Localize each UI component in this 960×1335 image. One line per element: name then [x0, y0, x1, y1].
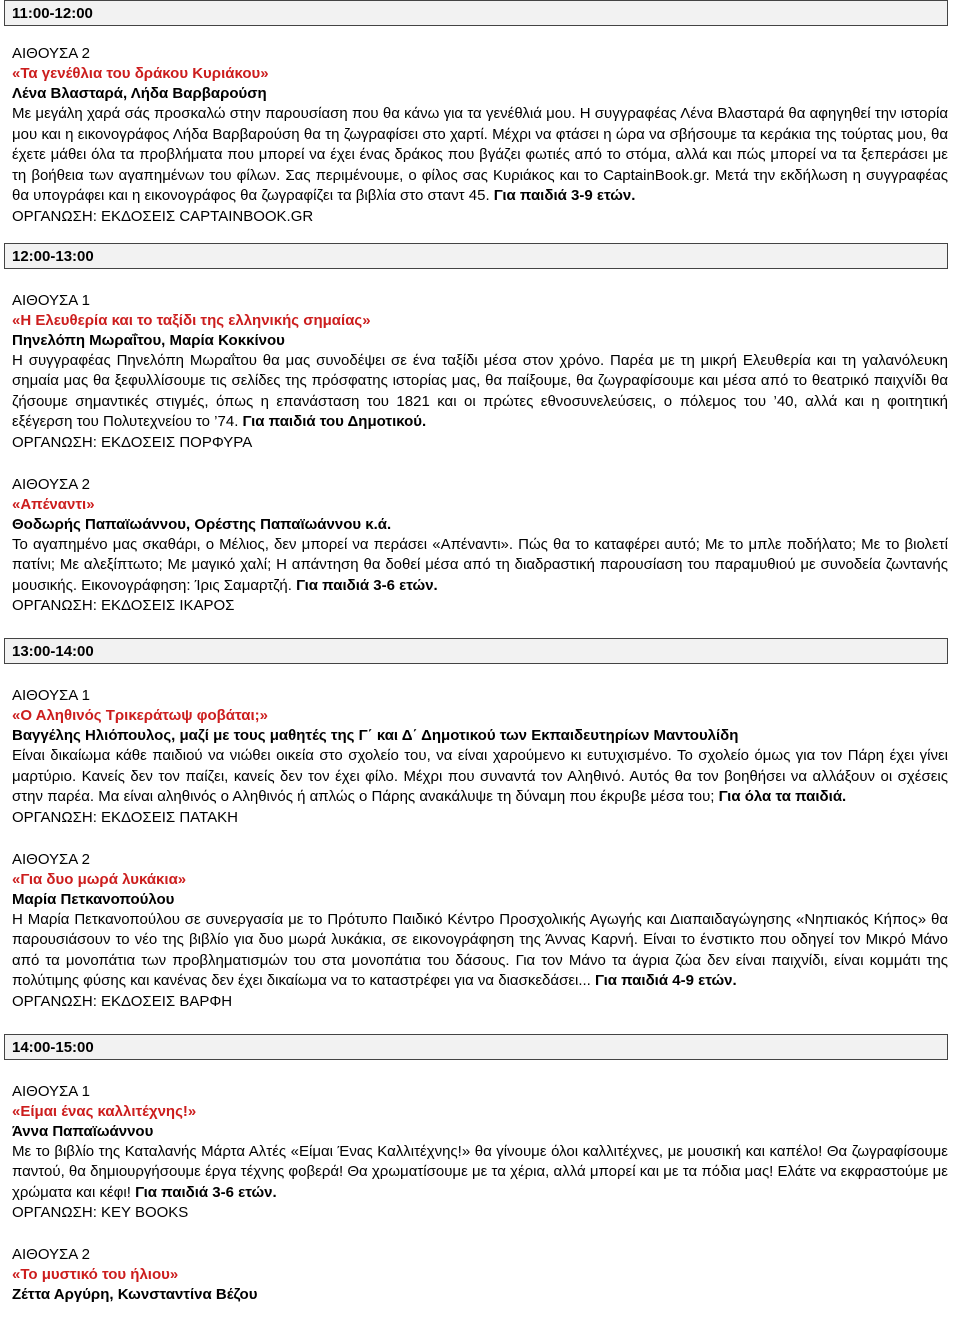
audience-label: Για παιδιά 3-6 ετών. [296, 576, 438, 594]
organizer-label: ΟΡΓΑΝΩΣΗ: KEY BOOKS [12, 1204, 189, 1221]
event [12, 291, 948, 453]
event-description: Το αγαπημένο μας σκαθάρι, ο Μέλιος, δεν μπορεί να περάσει «Απέναντι». Πώς θα το καταφέρει αυτό; Με το μπλε ποδήλατο; Με το βιολετί πατίνι; Με αλεξίπτωτο; Με μαγικό χαλί; Η απάντηση θα δοθεί μέσα από τη διαδραστική παρουσίαση του παραμυθιού με συνοδεία ζωντανής μουσικής. Εικονογράφηση: Ίρις Σαμαρτζή. Για παιδιά 3-6 ετών. [12, 535, 948, 594]
organizer-label: ΟΡΓΑΝΩΣΗ: ΕΚΔΟΣΕΙΣ CAPTAINBOOK.GR [12, 207, 314, 225]
audience-label: Για παιδιά 4-9 ετών. [595, 972, 737, 989]
room-label: ΑΙΘΟΥΣΑ 1 [12, 291, 90, 309]
event-description: Με μεγάλη χαρά σάς προσκαλώ στην παρουσίαση που θα κάνω για τα γενέθλιά μου. Η συγγραφέας Λένα Βλασταρά θα αφηγηθεί την ιστορία μου και η εικονογράφος Λήδα Βαρβαρούση θα τη ζωγραφίσει στο χαρτί. Μέχρι να φτάσει η ώρα να σβήσουμε τα κεράκια της τούρτας μου, θα έχετε μάθει όλα τα προβλήματα που μπορεί να έχει ένας δράκος που βγάζει φωτιές από το στόμα, αλλά και πώς μπορεί να τα ξεπεράσει με τη βοήθεια των αγαπημένων του φίλων. Σας περιμένουμε, ο φίλος σας Κυριάκος και το CaptainBook.gr. Μετά την εκδήλωση η συγγραφέας θα υπογράφει και η εικονογράφος θα ζωγραφίζει τα βιβλία στο σταντ 45. Για παιδιά 3-9 ετών. [12, 105, 948, 204]
time-slot-header: 14:00-15:00 [4, 1034, 948, 1060]
event-title: «Το μυστικό του ήλιου» [12, 1266, 179, 1283]
event-authors: Βαγγέλης Ηλιόπουλος, μαζί με τους μαθητές της Γ΄ και Δ΄ Δημοτικού των Εκπαιδευτηρίων Μαντουλίδη [12, 727, 739, 744]
event-title: «Ο Αληθινός Τρικεράτωψ φοβάται;» [12, 707, 268, 724]
event [12, 475, 948, 617]
room-label: ΑΙΘΟΥΣΑ 1 [12, 687, 90, 704]
event-description: Με το βιβλίο της Καταλανής Μάρτα Αλτές «Είμαι Ένας Καλλιτέχνης!» θα γίνουμε όλοι καλλιτέχνες, με μουσική και καπέλο! Θα ζωγραφίσουμε παντού, θα δημιουργήσουμε έργα τέχνης φοβερά! Θα χρωματίσουμε με τα χέρια, αλλά μπορεί και με τα πόδια μας! Ελάτε να εκφραστούμε με χρώματα και κέφι! Για παιδιά 3-6 ετών. [12, 1142, 948, 1201]
event-description: Η Μαρία Πετκανοπούλου σε συνεργασία με το Πρότυπο Παιδικό Κέντρο Προσχολικής Αγωγής και Διαπαιδαγώγησης «Νηπιακός Κήπος» θα παρουσιάσουν το νέο της βιβλίο για δυο μωρά λυκάκια, σε εικονογράφηση της Άννας Καρνή. Είναι το ένστικτο που οδηγεί τον Μικρό Μάνο από τα μονοπάτια των προβληματισμών του στα μονοπάτια του δάσους. Για τον Μάνο τα άγρια ζώα δεν είναι παιχνίδι, είναι κομμάτι της πολύτιμης φύσης και κανένας δεν έχει δικαίωμα να το καταστρέφει για να διασκεδάσει... Για παιδιά 4-9 ετών. [12, 910, 948, 989]
event [12, 686, 948, 828]
event-authors: Θοδωρής Παπαϊωάννου, Ορέστης Παπαϊωάννου κ.ά. [12, 515, 392, 533]
audience-label: Για όλα τα παιδιά. [718, 788, 847, 805]
room-label: ΑΙΘΟΥΣΑ 2 [12, 850, 90, 868]
organizer-label: ΟΡΓΑΝΩΣΗ: ΕΚΔΟΣΕΙΣ ΠΟΡΦΥΡΑ [12, 433, 253, 451]
event-authors: Άννα Παπαϊωάννου [12, 1122, 154, 1140]
event [12, 850, 948, 1012]
organizer-label: ΟΡΓΑΝΩΣΗ: ΕΚΔΟΣΕΙΣ ΙΚΑΡΟΣ [12, 597, 235, 614]
audience-label: Για παιδιά του Δημοτικού. [242, 413, 427, 430]
event-description: Η συγγραφέας Πηνελόπη Μωραΐτου θα μας συνοδέψει σε ένα ταξίδι μέσα στον χρόνο. Παρέα με τη μικρή Ελευθερία και τη γαλανόλευκη σημαία μας θα ξεφυλλίσουμε τις σελίδες της πρόσφατης ιστορίας μας, θα παίξουμε, θα ζωγραφίσουμε και μέσα από το θεατρικό παιχνίδι θα ζήσουμε σημαντικές στιγμές, όπως η επανάσταση του 1821 και οι πρώτες εθνοσυνελεύσεις, ο πόλεμος του ’40, αλλά και η φοιτητική εξέγερση του Πολυτεχνείου το ’74. Για παιδιά του Δημοτικού. [12, 351, 948, 430]
room-label: ΑΙΘΟΥΣΑ 2 [12, 1246, 90, 1263]
event-title: «Απέναντι» [12, 495, 95, 513]
room-label: ΑΙΘΟΥΣΑ 2 [12, 45, 90, 62]
event [12, 1082, 948, 1224]
organizer-label: ΟΡΓΑΝΩΣΗ: ΕΚΔΟΣΕΙΣ ΠΑΤΑΚΗ [12, 808, 238, 826]
event-authors: Πηνελόπη Μωραΐτου, Μαρία Κοκκίνου [12, 331, 285, 349]
event-title: «Η Ελευθερία και το ταξίδι της ελληνικής σημαίας» [12, 311, 371, 329]
room-label: ΑΙΘΟΥΣΑ 2 [12, 475, 90, 493]
event [12, 44, 948, 227]
room-label: ΑΙΘΟΥΣΑ 1 [12, 1082, 90, 1100]
audience-label: Για παιδιά 3-9 ετών. [493, 187, 636, 204]
audience-label: Για παιδιά 3-6 ετών. [135, 1183, 277, 1201]
event-authors: Μαρία Πετκανοπούλου [12, 890, 175, 908]
event-title: «Για δυο μωρά λυκάκια» [12, 870, 187, 888]
event-title: «Είμαι ένας καλλιτέχνης!» [12, 1102, 197, 1120]
time-slot-header: 11:00-12:00 [4, 0, 948, 26]
event-title: «Τα γενέθλια του δράκου Κυριάκου» [12, 65, 269, 82]
event-description: Είναι δικαίωμα κάθε παιδιού να νιώθει οικεία στο σχολείο του, να είναι χαρούμενο κι ευτυχισμένο. Το σχολείο όμως για τον Πάρη έχει γίνει μαρτύριο. Κανείς δεν τον παίζει, κανείς δεν τον έχει φίλο. Μέχρι που συναντά τον Αληθινό. Αυτός θα τον βοηθήσει να αλλάξουν οι σχέσεις στην παρέα. Μα είναι αληθινός ο Αληθινός ή απλώς ο Πάρης ανακάλυψε τη δύναμη που έκρυβε μέσα του; Για όλα τα παιδιά. [12, 747, 948, 805]
time-slot-header: 12:00-13:00 [4, 243, 948, 269]
event-authors: Ζέττα Αργύρη, Κωνσταντίνα Βέζου [12, 1286, 258, 1303]
organizer-label: ΟΡΓΑΝΩΣΗ: ΕΚΔΟΣΕΙΣ ΒΑΡΦΗ [12, 992, 233, 1010]
event-authors: Λένα Βλασταρά, Λήδα Βαρβαρούση [12, 85, 267, 102]
time-slot-header: 13:00-14:00 [4, 638, 948, 664]
event [12, 1245, 948, 1305]
